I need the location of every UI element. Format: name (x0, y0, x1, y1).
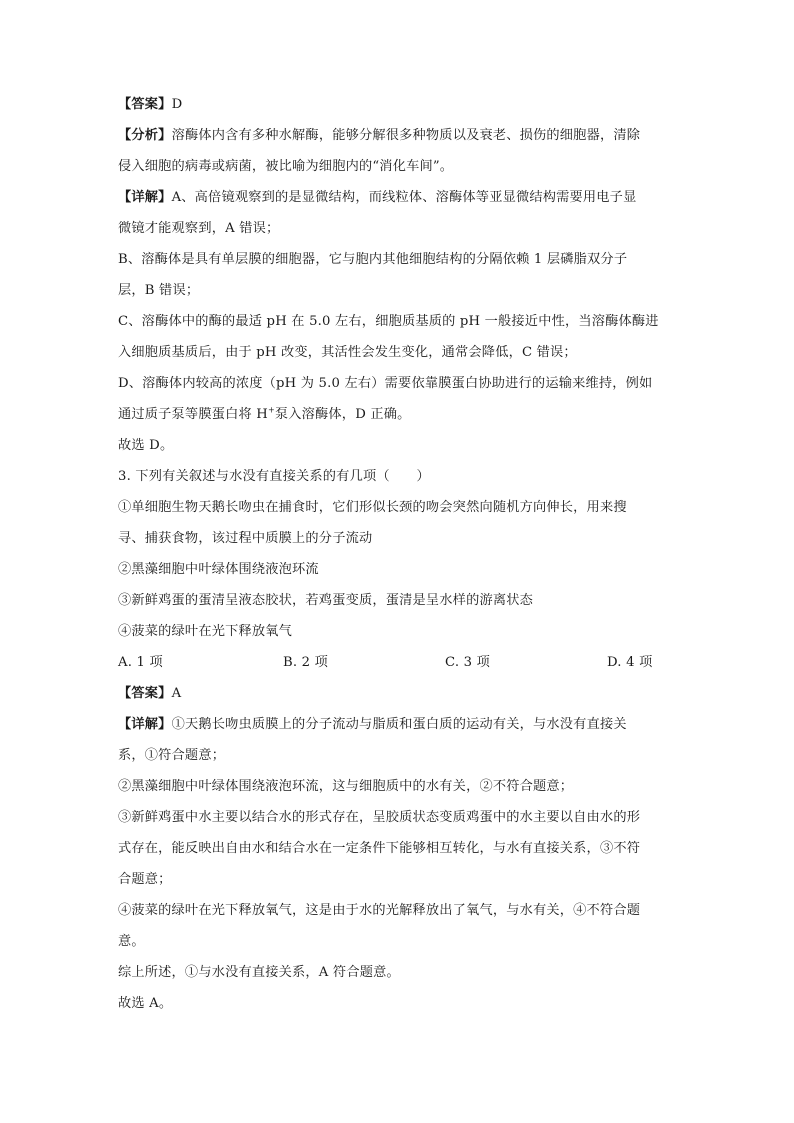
q2-option-b-line-1: B、溶酶体是具有单层膜的细胞器，它与胞内其他细胞结构的分隔依赖 1 层磷脂双分子 (118, 252, 628, 267)
q2-conclusion: 故选 D。 (118, 438, 174, 453)
q3-detail-4-line-2: 意。 (118, 934, 145, 949)
detail-text: ①天鹅长吻虫质膜上的分子流动与脂质和蛋白质的运动有关，与水没有直接关 (171, 717, 627, 732)
detail-tag: 【详解】 (118, 190, 172, 205)
answer-tag: 【答案】 (118, 686, 172, 701)
option-b: B. 2 项 (283, 655, 329, 670)
q2-option-c-line-2: 入细胞质基质后，由于 pH 改变，其活性会发生变化，通常会降低，C 错误； (118, 345, 577, 360)
q2-analysis-line-1 (118, 126, 678, 157)
q3-stem: 3. 下列有关叙述与水没有直接关系的有几项（ ） (118, 469, 430, 484)
q3-detail-1-line-2: 系，①符合题意； (118, 748, 226, 763)
d-text-post: 泵入溶酶体，D 正确。 (274, 407, 411, 422)
q3-item-2: ②黑藻细胞中叶绿体围绕液泡环流 (118, 562, 319, 577)
q3-detail-3-line-3: 合题意； (118, 872, 172, 887)
q3-options (118, 653, 678, 684)
q3-item-1-line-1: ①单细胞生物天鹅长吻虫在捕食时，它们形似长颈的吻会突然向随机方向伸长，用来搜 (118, 500, 627, 515)
q3-conclusion: 故选 A。 (118, 996, 173, 1011)
q2-option-b-line-2: 层，B 错误； (118, 283, 200, 298)
q3-detail-3-line-1: ③新鲜鸡蛋中水主要以结合水的形式存在，呈胶质状态变质鸡蛋中的水主要以自由水的形 (118, 810, 641, 825)
analysis-text: 溶酶体内含有多种水解酶，能够分解很多种物质以及衰老、损伤的细胞器，清除 (171, 128, 641, 143)
q2-option-d-line-2 (118, 405, 678, 436)
document-page (118, 95, 678, 1025)
q2-detail-line-2: 微镜才能观察到，A 错误； (118, 221, 280, 236)
q3-detail-3-line-2: 式存在，能反映出自由水和结合水在一定条件下能够相互转化，与水有直接关系，③不符 (118, 841, 641, 856)
q3-item-1-line-2: 寻、捕获食物，该过程中质膜上的分子流动 (118, 531, 373, 546)
q3-item-4: ④菠菜的绿叶在光下释放氧气 (118, 624, 293, 639)
q3-detail-1-line-1 (118, 715, 678, 746)
d-text-pre: 通过质子泵等膜蛋白将 H (118, 407, 268, 422)
q3-item-3: ③新鲜鸡蛋的蛋清呈液态胶状，若鸡蛋变质，蛋清是呈水样的游离状态 (118, 593, 534, 608)
q2-option-d-line-1: D、溶酶体内较高的浓度（pH 为 5.0 左右）需要依靠膜蛋白协助进行的运输来维持，例如 (118, 376, 653, 391)
q3-detail-2: ②黑藻细胞中叶绿体围绕液泡环流，这与细胞质中的水有关，②不符合题意； (118, 779, 574, 794)
q2-answer-line (118, 95, 678, 126)
detail-text: A、高倍镜观察到的是显微结构，而线粒体、溶酶体等亚显微结构需要用电子显 (171, 190, 637, 205)
answer-tag: 【答案】 (118, 97, 172, 112)
detail-tag: 【详解】 (118, 717, 172, 732)
q3-summary: 综上所述，①与水没有直接关系，A 符合题意。 (118, 965, 400, 980)
analysis-tag: 【分析】 (118, 128, 172, 143)
q2-analysis-line-2: 侵入细胞的病毒或病菌，被比喻为细胞内的“消化车间”。 (118, 159, 454, 174)
answer-value: A (171, 686, 182, 701)
option-d: D. 4 项 (607, 655, 653, 670)
option-a: A. 1 项 (118, 655, 163, 670)
q3-detail-4-line-1: ④菠菜的绿叶在光下释放氧气，这是由于水的光解释放出了氧气，与水有关，④不符合题 (118, 903, 641, 918)
answer-value: D (171, 97, 183, 112)
option-c: C. 3 项 (445, 655, 490, 670)
superscript-plus: + (267, 405, 275, 415)
q3-answer-line (118, 684, 678, 715)
q2-detail-line-1 (118, 188, 678, 219)
q2-option-c-line-1: C、溶酶体中的酶的最适 pH 在 5.0 左右，细胞质基质的 pH 一般接近中性，当溶酶体酶进 (118, 314, 659, 329)
